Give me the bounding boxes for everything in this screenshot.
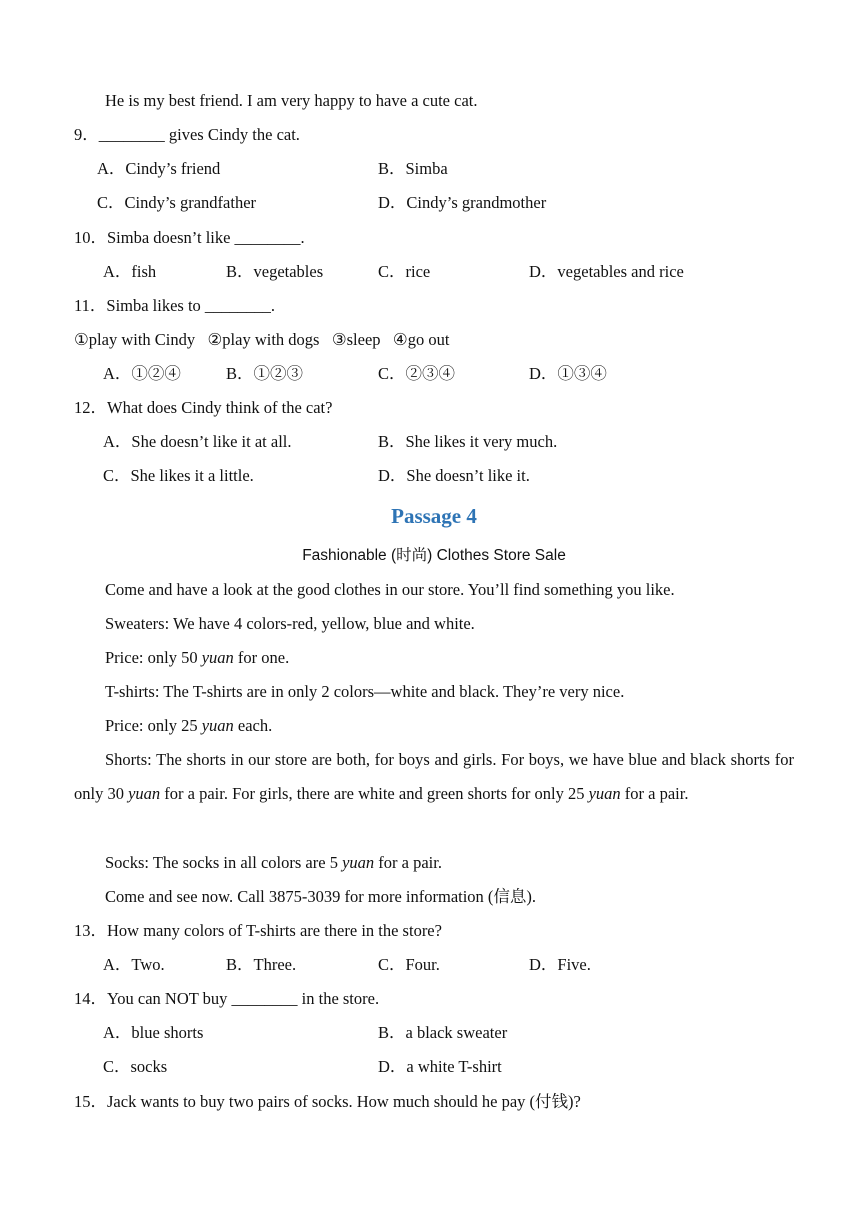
option-d[interactable]: D．vegetables and rice <box>529 262 684 281</box>
question-stem: 9．________ gives Cindy the cat. <box>74 125 300 144</box>
option-c[interactable]: C．②③④ <box>378 364 456 383</box>
text-italic: yuan <box>128 784 161 803</box>
option-b[interactable]: B．Simba <box>378 159 448 178</box>
text-italic: yuan <box>342 853 375 872</box>
question-stem: 13．How many colors of T-shirts are there in the store? <box>74 921 442 940</box>
option-b[interactable]: B．vegetables <box>226 262 324 281</box>
option-c[interactable]: C．Cindy’s grandfather <box>97 193 257 212</box>
option-a[interactable]: A．①②④ <box>103 364 181 383</box>
text: Price: only 50 <box>105 648 202 667</box>
option-a[interactable]: A．She doesn’t like it at all. <box>103 432 292 451</box>
text: for a pair. For girls, there are white and green shorts for only 25 <box>160 784 589 803</box>
passage-paragraph <box>105 716 272 736</box>
text: each. <box>233 716 273 735</box>
passage-paragraph: Come and have a look at the good clothes in our store. You’ll find something you like. <box>105 580 675 599</box>
option-a[interactable]: A．Two. <box>103 955 165 974</box>
option-b[interactable]: B．She likes it very much. <box>378 432 558 451</box>
passage-paragraph: Sweaters: We have 4 colors-red, yellow, blue and white. <box>105 614 475 633</box>
text: Price: only 25 <box>105 716 202 735</box>
passage-title: Passage 4 <box>391 504 477 528</box>
option-c[interactable]: C．She likes it a little. <box>103 466 254 485</box>
option-c[interactable]: C．socks <box>103 1057 168 1076</box>
passage-paragraph: T-shirts: The T-shirts are in only 2 colors—white and black. They’re very nice. <box>105 682 625 701</box>
text: for a pair. <box>374 853 442 872</box>
option-c[interactable]: C．rice <box>378 262 431 281</box>
text-italic: yuan <box>201 648 234 667</box>
option-d[interactable]: D．Five. <box>529 955 591 974</box>
passage-paragraph <box>105 648 289 668</box>
question-stem: 14．You can NOT buy ________ in the store. <box>74 989 380 1008</box>
text-italic: yuan <box>201 716 234 735</box>
passage-subtitle: Fashionable (时尚) Clothes Store Sale <box>302 547 566 564</box>
option-c[interactable]: C．Four. <box>378 955 440 974</box>
text: Shorts: The shorts in our store are both, for boys and girls. For boys, we have blue and black shorts for only 30 <box>74 750 794 803</box>
option-d[interactable]: D．①③④ <box>529 364 607 383</box>
option-a[interactable]: A．fish <box>103 262 157 281</box>
option-d[interactable]: D．a white T-shirt <box>378 1057 502 1076</box>
option-a[interactable]: A．blue shorts <box>103 1023 204 1042</box>
option-d[interactable]: D．She doesn’t like it. <box>378 466 530 485</box>
text: for a pair. <box>620 784 689 803</box>
option-a[interactable]: A．Cindy’s friend <box>97 159 221 178</box>
choice-list: ①play with Cindy ②play with dogs ③sleep ④go out <box>74 330 450 349</box>
question-stem: 11．Simba likes to ________. <box>74 296 276 315</box>
option-b[interactable]: B．a black sweater <box>378 1023 508 1042</box>
question-stem: 10．Simba doesn’t like ________. <box>74 228 305 247</box>
text: Socks: The socks in all colors are 5 <box>105 853 343 872</box>
passage-paragraph-shorts <box>74 743 794 811</box>
passage-paragraph: Come and see now. Call 3875-3039 for more information (信息). <box>105 887 537 906</box>
option-d[interactable]: D．Cindy’s grandmother <box>378 193 547 212</box>
question-stem: 15．Jack wants to buy two pairs of socks. How much should he pay (付钱)? <box>74 1092 581 1111</box>
option-b[interactable]: B．Three. <box>226 955 297 974</box>
passage-paragraph <box>105 853 442 873</box>
text-italic: yuan <box>588 784 621 803</box>
text: for one. <box>233 648 290 667</box>
option-b[interactable]: B．①②③ <box>226 364 304 383</box>
question-stem: 12．What does Cindy think of the cat? <box>74 398 333 417</box>
intro-line: He is my best friend. I am very happy to have a cute cat. <box>105 91 478 110</box>
